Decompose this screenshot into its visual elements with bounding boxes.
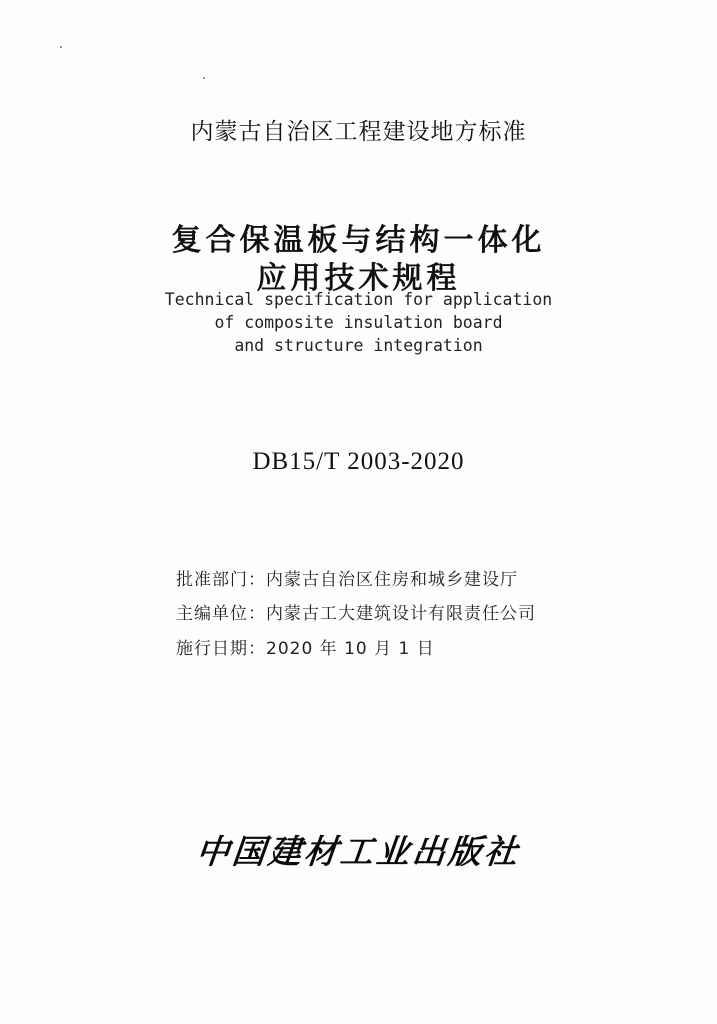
- title-cn-line1: 复合保温板与结构一体化: [171, 223, 546, 258]
- scan-speck: [60, 46, 62, 48]
- publisher-logo: 中国建材工业出版社: [194, 832, 523, 871]
- approval-department: 批准部门：内蒙古自治区住房和城乡建设厅: [176, 570, 518, 590]
- title-en-line3: and structure integration: [234, 336, 483, 355]
- title-en-line2: of composite insulation board: [214, 313, 503, 332]
- chief-editor-unit: 主编单位：内蒙古工大建筑设计有限责任公司: [176, 604, 536, 624]
- standard-code: DB15/T 2003-2020: [252, 448, 465, 475]
- title-cn-line2: 应用技术规程: [256, 261, 461, 296]
- effective-date: 施行日期：2020 年 10 月 1 日: [176, 639, 435, 659]
- series-title: 内蒙古自治区工程建设地方标准: [190, 119, 527, 145]
- title-en-line1: Technical specification for application: [164, 290, 553, 309]
- scan-speck: [203, 77, 205, 79]
